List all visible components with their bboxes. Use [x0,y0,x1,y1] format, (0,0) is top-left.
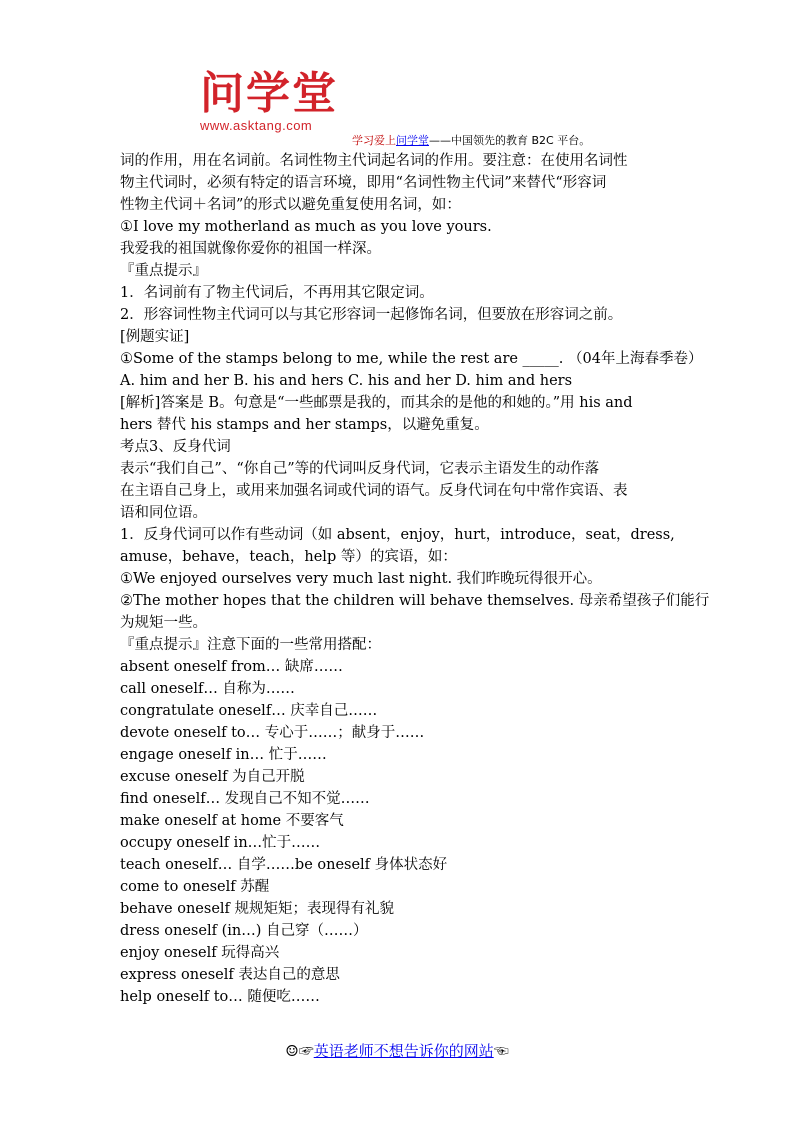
text-line: 『重点提示』 [120,263,207,279]
text-line: A. him and her B. his and hers C. his and her D. him and hers [120,373,573,389]
text-line: occupy oneself in…忙于…… [120,835,321,851]
footer-prefix: ☺☞ [285,1042,314,1060]
header-tagline [352,132,590,148]
text-line: call oneself… 自称为…… [120,681,295,697]
footer-suffix: ☜ [493,1042,509,1060]
text-line: enjoy oneself 玩得高兴 [120,945,280,961]
text-line: come to oneself 苏醒 [120,879,270,895]
tagline-prefix: 学习爱上 [352,134,396,147]
text-line: 1．反身代词可以作有些动词（如 absent，enjoy，hurt，introduce，seat，dress, [120,527,675,543]
text-line: ①We enjoyed ourselves very much last night. 我们昨晚玩得很开心。 [120,571,602,587]
text-line: [例题实证] [120,329,190,345]
text-line: express oneself 表达自己的意思 [120,967,340,983]
footer [0,1040,794,1061]
text-line: dress oneself (in…) 自己穿（……） [120,923,368,939]
text-line: 表示“我们自己”、“你自己”等的代词叫反身代词，它表示主语发生的动作落 [120,461,600,477]
text-line: ②The mother hopes that the children will behave themselves. 母亲希望孩子们能行 [120,593,710,609]
text-line: engage oneself in… 忙于…… [120,747,327,763]
text-line: 词的作用，用在名词前。名词性物主代词起名词的作用。要注意：在使用名词性 [120,153,628,169]
text-line: absent oneself from… 缺席…… [120,659,343,675]
text-line: find oneself… 发现自己不知不觉…… [120,791,370,807]
text-line: behave oneself 规规矩矩；表现得有礼貌 [120,901,395,917]
text-line: [解析]答案是 B。句意是“一些邮票是我的，而其余的是他的和她的。”用 his and [120,395,633,411]
text-line: amuse，behave，teach，help 等）的宾语，如： [120,549,457,565]
text-line: 考点3、反身代词 [120,439,231,455]
logo [200,70,340,133]
text-line: help oneself to… 随便吃…… [120,989,320,1005]
text-line: devote oneself to… 专心于……；献身于…… [120,725,425,741]
text-line: 为规矩一些。 [120,615,207,631]
text-line: ①Some of the stamps belong to me, while the rest are _____. （04年上海春季卷） [120,351,703,367]
text-line: teach oneself… 自学……be oneself 身体状态好 [120,857,448,873]
text-line: 『重点提示』注意下面的一些常用搭配： [120,637,381,653]
text-line: 我爱我的祖国就像你爱你的祖国一样深。 [120,241,381,257]
text-line: 性物主代词＋名词”的形式以避免重复使用名词，如： [120,197,461,213]
tagline-link[interactable]: 问学堂 [396,134,429,147]
text-line: excuse oneself 为自己开脱 [120,769,305,785]
logo-text: 问学堂 [200,68,338,119]
text-line: 物主代词时，必须有特定的语言环境，即用“名词性物主代词”来替代“形容词 [120,175,607,191]
text-line: ①I love my motherland as much as you love yours. [120,219,492,235]
text-line: hers 替代 his stamps and her stamps，以避免重复。 [120,417,489,433]
logo-url: www.asktang.com [200,118,313,133]
text-line: congratulate oneself… 庆幸自己…… [120,703,378,719]
tagline-suffix: ——中国领先的教育 B2C 平台。 [429,134,591,147]
footer-link[interactable]: 英语老师不想告诉你的网站 [313,1042,494,1060]
text-line: 在主语自己身上，或用来加强名词或代词的语气。反身代词在句中常作宾语、表 [120,483,628,499]
text-line: 语和同位语。 [120,505,207,521]
text-line: make oneself at home 不要客气 [120,813,344,829]
document-body [120,150,710,1008]
text-line: 1．名词前有了物主代词后，不再用其它限定词。 [120,285,434,301]
text-line: 2．形容词性物主代词可以与其它形容词一起修饰名词，但要放在形容词之前。 [120,307,623,323]
